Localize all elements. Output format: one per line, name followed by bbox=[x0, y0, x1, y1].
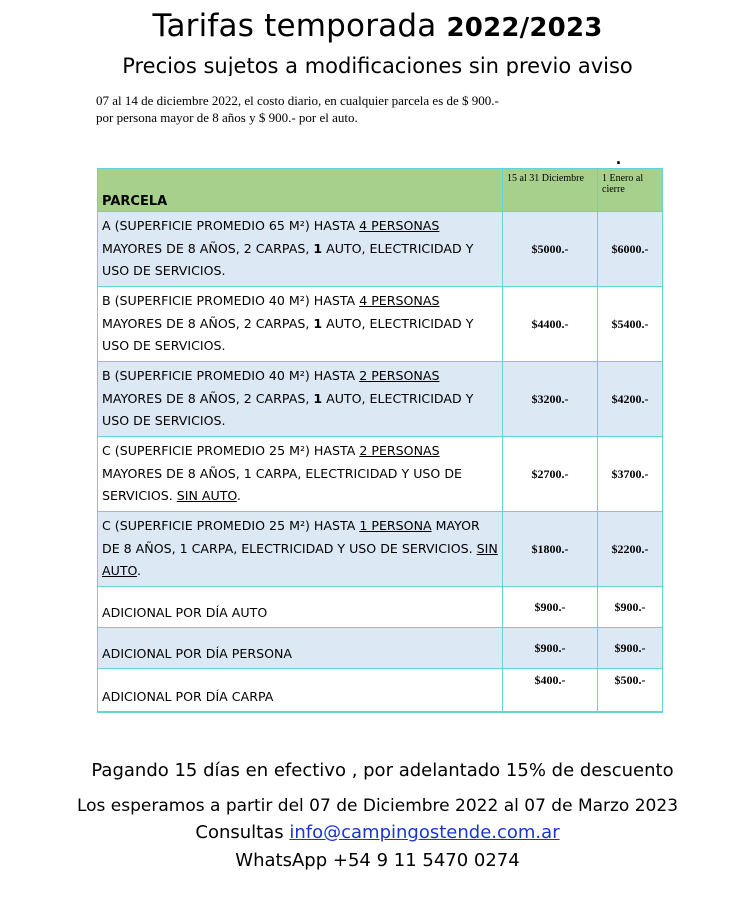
extra-label: ADICIONAL POR DÍA CARPA bbox=[98, 669, 503, 713]
header-parcela: PARCELA bbox=[98, 169, 503, 212]
page-title bbox=[0, 8, 755, 44]
title-text: Tarifas temporada bbox=[152, 8, 437, 44]
notice bbox=[96, 92, 676, 126]
parcela-description: C (SUPERFICIE PROMEDIO 25 M²) HASTA 1 PERSONA MAYOR DE 8 AÑOS, 1 CARPA, ELECTRICIDAD Y USO DE SERVICIOS. SIN AUTO. bbox=[98, 512, 503, 587]
parcela-description: A (SUPERFICIE PROMEDIO 65 M²) HASTA 4 PERSONAS MAYORES DE 8 AÑOS, 2 CARPAS, 1 AUTO, ELECTRICIDAD Y USO DE SERVICIOS. bbox=[98, 212, 503, 287]
email-link[interactable]: info@campingostende.com.ar bbox=[289, 822, 560, 843]
price-period-1: $1800.- bbox=[503, 512, 598, 587]
table-row bbox=[98, 669, 663, 713]
discount-note: Pagando 15 días en efectivo , por adelantado 15% de descuento bbox=[91, 760, 674, 781]
stray-dot: . bbox=[616, 148, 622, 168]
whatsapp-line: WhatsApp +54 9 11 5470 0274 bbox=[235, 850, 520, 871]
contact-line bbox=[0, 822, 755, 843]
parcela-description: B (SUPERFICIE PROMEDIO 40 M²) HASTA 2 PERSONAS MAYORES DE 8 AÑOS, 2 CARPAS, 1 AUTO, ELECTRICIDAD Y USO DE SERVICIOS. bbox=[98, 362, 503, 437]
season-dates: Los esperamos a partir del 07 de Diciembre 2022 al 07 de Marzo 2023 bbox=[76, 796, 679, 816]
price-period-2: $5400.- bbox=[598, 287, 663, 362]
table-row bbox=[98, 362, 663, 437]
subtitle: Precios sujetos a modificaciones sin previo aviso bbox=[122, 54, 633, 76]
price-period-1: $3200.- bbox=[503, 362, 598, 437]
price-period-2: $3700.- bbox=[598, 437, 663, 512]
price-period-2: $6000.- bbox=[598, 212, 663, 287]
extra-label: ADICIONAL POR DÍA AUTO bbox=[98, 587, 503, 628]
parcela-description: B (SUPERFICIE PROMEDIO 40 M²) HASTA 4 PERSONAS MAYORES DE 8 AÑOS, 2 CARPAS, 1 AUTO, ELECTRICIDAD Y USO DE SERVICIOS. bbox=[98, 287, 503, 362]
table-row bbox=[98, 587, 663, 628]
price-period-1: $900.- bbox=[503, 587, 598, 628]
price-period-2: $4200.- bbox=[598, 362, 663, 437]
header-period-2: 1 Enero al cierre bbox=[598, 169, 663, 212]
parcela-description: C (SUPERFICIE PROMEDIO 25 M²) HASTA 2 PERSONAS MAYORES DE 8 AÑOS, 1 CARPA, ELECTRICIDAD Y USO DE SERVICIOS. SIN AUTO. bbox=[98, 437, 503, 512]
table-row bbox=[98, 437, 663, 512]
title-year: 2022/2023 bbox=[446, 13, 603, 43]
price-period-2: $900.- bbox=[598, 628, 663, 669]
price-period-2: $500.- bbox=[598, 669, 663, 713]
notice-line: 07 al 14 de diciembre 2022, el costo diario, en cualquier parcela es de $ 900.- bbox=[96, 93, 499, 108]
price-period-1: $400.- bbox=[503, 669, 598, 713]
table-row bbox=[98, 287, 663, 362]
extra-label: ADICIONAL POR DÍA PERSONA bbox=[98, 628, 503, 669]
price-period-2: $900.- bbox=[598, 587, 663, 628]
table-row bbox=[98, 512, 663, 587]
price-table bbox=[97, 168, 663, 713]
table-row bbox=[98, 212, 663, 287]
header-period-1: 15 al 31 Diciembre bbox=[503, 169, 598, 212]
price-period-1: $900.- bbox=[503, 628, 598, 669]
table-row bbox=[98, 628, 663, 669]
price-period-2: $2200.- bbox=[598, 512, 663, 587]
table-header-row bbox=[98, 169, 663, 212]
price-period-1: $2700.- bbox=[503, 437, 598, 512]
price-period-1: $5000.- bbox=[503, 212, 598, 287]
notice-line: por persona mayor de 8 años y $ 900.- por el auto. bbox=[96, 110, 358, 125]
price-period-1: $4400.- bbox=[503, 287, 598, 362]
consultas-label: Consultas bbox=[195, 822, 290, 843]
